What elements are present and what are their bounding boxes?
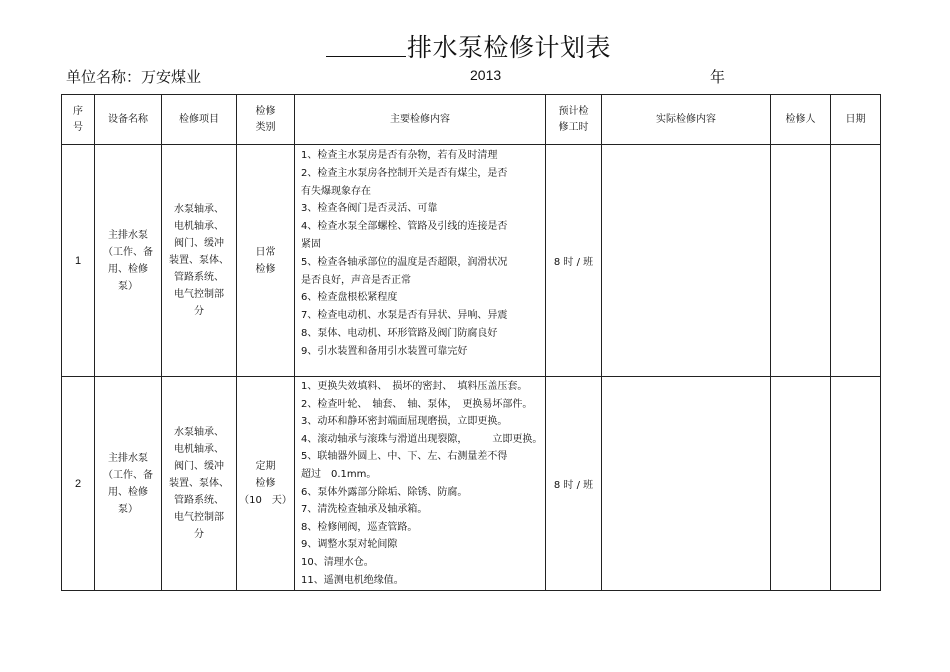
row-person xyxy=(771,145,831,377)
unit-name: 单位名称：万安煤业 xyxy=(66,68,202,86)
title-blank-line xyxy=(326,30,406,57)
row-equipment: 主排水泵 （工作、备 用、检修 泵） xyxy=(95,377,162,591)
header-hours: 预计检 修工时 xyxy=(546,95,602,145)
table-row xyxy=(62,145,881,377)
row-hours: 8 时 / 班 xyxy=(546,377,602,591)
row-person xyxy=(771,377,831,591)
row-category: 定期 检修 （10 天） xyxy=(237,377,295,591)
row-items: 水泵轴承、 电机轴承、 阀门、缓冲 装置、泵体、 管路系统、 电气控制部 分 xyxy=(162,145,237,377)
row-content: 1、更换失效填料、 损坏的密封、 填料压盖压套。 2、检查叶轮、 轴套、 轴、泵体， 更换易坏部件。 3、动环和静环密封端面屈现磨损，立即更换。 4、滚动轴承与滚珠与滑道出现裂隙， 立即更换。 5、联轴器外圆上、中、下、左、右测量差不得 超过 0.1mm。 6、泵体外露部分除垢、除锈、防腐。 7、清洗检查轴承及轴承箱。 8、检修闸阀，巡查管路。 9、调整水泵对轮间隙 10、清理水仓。 11、遥测电机绝缘值。 xyxy=(295,377,546,591)
table-row xyxy=(62,377,881,591)
header-category: 检修 类别 xyxy=(237,95,295,145)
table-header-row xyxy=(62,95,881,145)
row-category: 日常 检修 xyxy=(237,145,295,377)
header-person: 检修人 xyxy=(771,95,831,145)
header-item: 检修项目 xyxy=(162,95,237,145)
row-equipment: 主排水泵 （工作、备 用、检修 泵） xyxy=(95,145,162,377)
row-actual xyxy=(602,145,771,377)
row-content: 1、检查主水泵房是否有杂物，若有及时清理 2、检查主水泵房各控制开关是否有煤尘，是否 有失爆现象存在 3、检查各阀门是否灵活、可靠 4、检查水泵全部螺栓、管路及引线的连接是否 紧固 5、检查各轴承部位的温度是否超限，润滑状况 是否良好，声音是否正常 6、检查盘根松紧程度 7、检查电动机、水泵是否有异状、异响、异震 8、泵体、电动机、环形管路及阀门防腐良好 9、引水装置和备用引水装置可靠完好 xyxy=(295,145,546,377)
year-value: 2013 xyxy=(470,67,502,83)
title-text: 排水泵检修计划表 xyxy=(407,33,612,62)
row-items: 水泵轴承、 电机轴承、 阀门、缓冲 装置、泵体、 管路系统、 电气控制部 分 xyxy=(162,377,237,591)
header-seq: 序 号 xyxy=(62,95,95,145)
row-date xyxy=(831,377,881,591)
row-seq: 1 xyxy=(62,145,95,377)
header-actual: 实际检修内容 xyxy=(602,95,771,145)
row-date xyxy=(831,145,881,377)
header-content: 主要检修内容 xyxy=(295,95,546,145)
unit-line xyxy=(0,66,950,88)
maintenance-plan-table xyxy=(61,94,881,591)
row-actual xyxy=(602,377,771,591)
header-equipment: 设备名称 xyxy=(95,95,162,145)
document-title xyxy=(0,26,950,62)
header-date: 日期 xyxy=(831,95,881,145)
row-seq: 2 xyxy=(62,377,95,591)
row-hours: 8 时 / 班 xyxy=(546,145,602,377)
year-suffix: 年 xyxy=(710,68,726,86)
